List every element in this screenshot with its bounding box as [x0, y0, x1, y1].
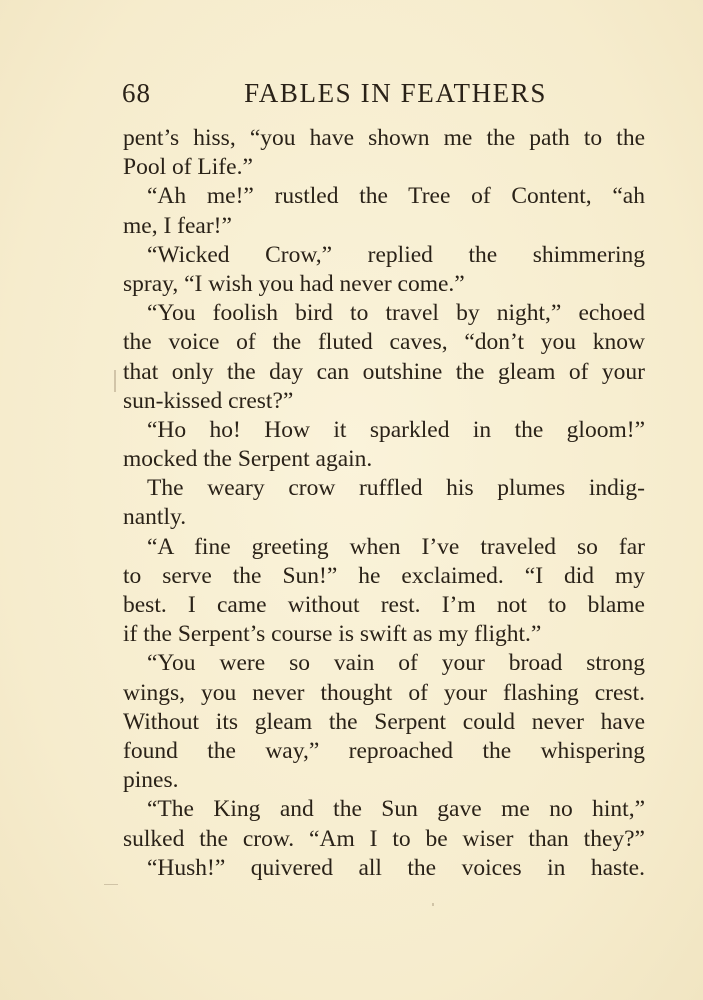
text-line: the voice of the fluted caves, “don’t you know: [123, 329, 645, 356]
text-line: “Ho ho! How it sparkled in the gloom!”: [147, 416, 645, 443]
text-line: mocked the Serpent again.: [123, 446, 373, 473]
text-line: me, I fear!”: [123, 212, 232, 239]
text-line: sun-kissed crest?”: [123, 387, 294, 414]
text-line: found the way,” reproached the whispering: [123, 737, 645, 764]
text-line: nantly.: [123, 504, 187, 531]
text-line: pines.: [123, 767, 179, 794]
text-line: sulked the crow. “Am I to be wiser than they?”: [123, 825, 645, 852]
text-line: best. I came without rest. I’m not to blame: [123, 592, 645, 618]
body-text: [123, 124, 645, 883]
text-line: The weary crow ruffled his plumes indig-: [147, 475, 645, 502]
text-line: if the Serpent’s course is swift as my flight.”: [123, 621, 542, 648]
margin-mark: [104, 884, 118, 885]
page-number: 68: [122, 78, 151, 108]
text-line: “Wicked Crow,” replied the shimmering: [147, 241, 645, 268]
text-line: wings, you never thought of your flashing crest.: [123, 679, 645, 706]
text-line: “Hush!” quivered all the voices in haste.: [147, 854, 645, 881]
text-line: “A fine greeting when I’ve traveled so far: [147, 533, 645, 560]
text-line: “Ah me!” rustled the Tree of Content, “ah: [147, 183, 645, 210]
text-line: “The King and the Sun gave me no hint,”: [147, 796, 645, 823]
running-head: [122, 78, 547, 108]
text-line: “You were so vain of your broad strong: [147, 650, 645, 677]
margin-mark: [114, 370, 116, 392]
margin-mark: [432, 903, 434, 906]
text-line: pent’s hiss, “you have shown me the path to the: [123, 125, 645, 151]
text-line: spray, “I wish you had never come.”: [123, 270, 465, 297]
text-line: “You foolish bird to travel by night,” echoed: [147, 300, 645, 327]
text-line: Without its gleam the Serpent could never have: [123, 708, 645, 735]
text-line: to serve the Sun!” he exclaimed. “I did my: [123, 562, 645, 589]
book-title: FABLES IN FEATHERS: [244, 78, 547, 108]
text-line: Pool of Life.”: [123, 154, 253, 181]
text-line: that only the day can outshine the gleam of your: [123, 358, 645, 385]
